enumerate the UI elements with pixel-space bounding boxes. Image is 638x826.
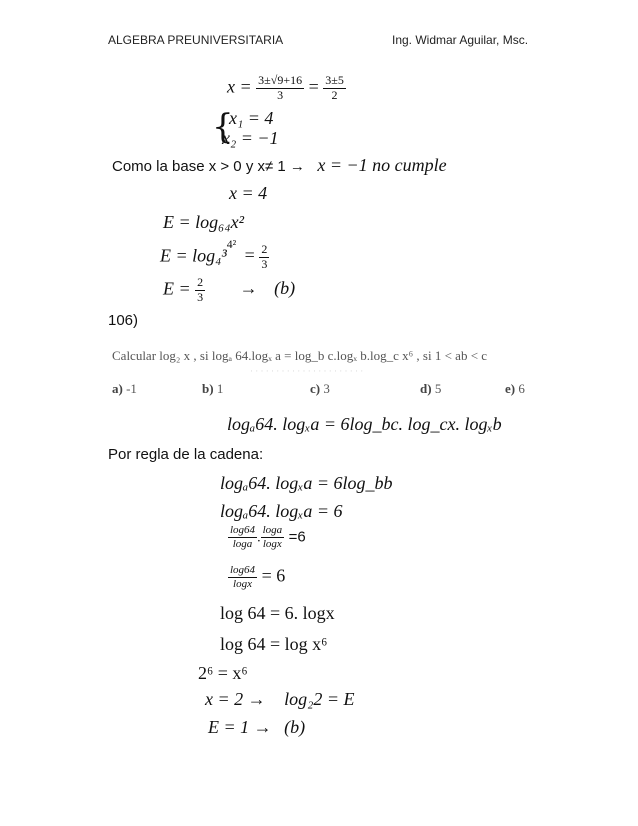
e3-den: 3 (197, 289, 204, 304)
quad-frac-1 (256, 74, 304, 103)
quad-eq: = (308, 76, 319, 97)
step8-lhs: x = 2 → (205, 689, 266, 709)
e-line-2 (160, 238, 269, 272)
step-5: log 64 = 6. logx (220, 603, 335, 623)
option-c-label: c) (310, 381, 321, 396)
quad-den-1: 3 (277, 87, 284, 102)
e3-lhs: E = (163, 278, 191, 299)
quad-frac-2 (323, 74, 346, 103)
step9-lhs: E = 1 → (208, 717, 272, 737)
root-x2: x₂ = −1 (222, 128, 279, 148)
e2-eq: = (244, 245, 255, 266)
option-c-value: 3 (323, 381, 330, 396)
option-e-value: 6 (518, 381, 525, 396)
step3-n2: loga (262, 524, 283, 536)
option-a-value: -1 (126, 381, 137, 396)
step4-eq: = 6 (261, 565, 286, 586)
step4-frac (228, 564, 257, 590)
brace-icon: { (212, 107, 234, 147)
e2-num: 2 (261, 242, 268, 256)
e3-answer: (b) (274, 278, 296, 299)
quad-den-2: 2 (331, 87, 338, 102)
problem-number: 106) (108, 312, 139, 329)
option-e (505, 381, 525, 397)
header-right: Ing. Widmar Aguilar, Msc. (392, 33, 529, 47)
step-2: logₐ64. logₓa = 6 (220, 501, 343, 521)
option-e-label: e) (505, 381, 516, 396)
root-x1: x₁ = 4 (229, 108, 274, 128)
option-d (420, 381, 441, 397)
step3-eq: =6 (288, 528, 306, 546)
main-equation: logₐ64. logₓa = 6log_bc. log_cx. logₓb (227, 414, 502, 434)
step8-rhs: log₂2 = E (284, 689, 355, 709)
quad-lhs: x = (227, 76, 252, 97)
step3-d1: loga (232, 537, 253, 550)
step3-frac-2 (261, 524, 285, 550)
x-value: x = 4 (229, 183, 268, 203)
problem-statement: Calcular log₂ x , si logₐ 64.logₓ a = log_b c.logₓ b.log_c x⁶ , si 1 < ab < c (112, 348, 488, 363)
option-a-label: a) (112, 381, 123, 396)
step-7: 2⁶ = x⁶ (198, 663, 248, 683)
option-b-value: 1 (216, 381, 224, 396)
step-6: log 64 = log x⁶ (220, 634, 328, 654)
step-1: logₐ64. logₓa = 6log_bb (220, 473, 393, 493)
step9-rhs: (b) (284, 717, 306, 737)
step-3: $\frac{\log 64}{\log a}$ . $\frac{\log a}{\log x}$ =6 (230, 524, 306, 550)
option-b (202, 381, 223, 397)
e3-arrow: → (239, 278, 258, 299)
quad-num-1: 3±√9+16 (258, 73, 303, 87)
quad-num-2: 3±5 (325, 73, 344, 87)
option-b-label: b) (202, 381, 214, 396)
condition-text: Como la base x > 0 y x≠ 1 → (112, 158, 305, 175)
step3-d2: logx (262, 537, 282, 550)
e3-frac (195, 276, 205, 305)
e2-exp: 4² (226, 238, 237, 252)
chain-rule-text: Por regla de la cadena: (108, 446, 264, 463)
option-c (310, 381, 330, 397)
e3-num: 2 (197, 275, 204, 289)
step-9 (208, 717, 305, 738)
step3-frac-1 (228, 524, 257, 550)
option-d-label: d) (420, 381, 432, 396)
e2-frac (259, 243, 269, 272)
e-line-1: E = log₆₄x² (163, 212, 245, 232)
option-a (112, 381, 137, 397)
e-line-3 (163, 276, 295, 305)
scan-noise: · · · · · · · · · · · · · · · · · · · · · · (250, 366, 364, 376)
step3-n1: log64 (230, 524, 256, 536)
condition-line (112, 155, 447, 176)
e2-lhs: E = log₄³ (160, 245, 227, 266)
step4-num: log64 (230, 564, 256, 576)
quad-equation (227, 74, 346, 103)
condition-math: x = −1 no cumple (317, 155, 447, 175)
e2-den: 3 (261, 256, 268, 271)
option-d-value: 5 (434, 381, 442, 396)
step-4 (228, 564, 285, 590)
header-left: ALGEBRA PREUNIVERSITARIA (108, 33, 284, 47)
step-8 (205, 689, 355, 710)
step4-den: logx (233, 577, 252, 590)
